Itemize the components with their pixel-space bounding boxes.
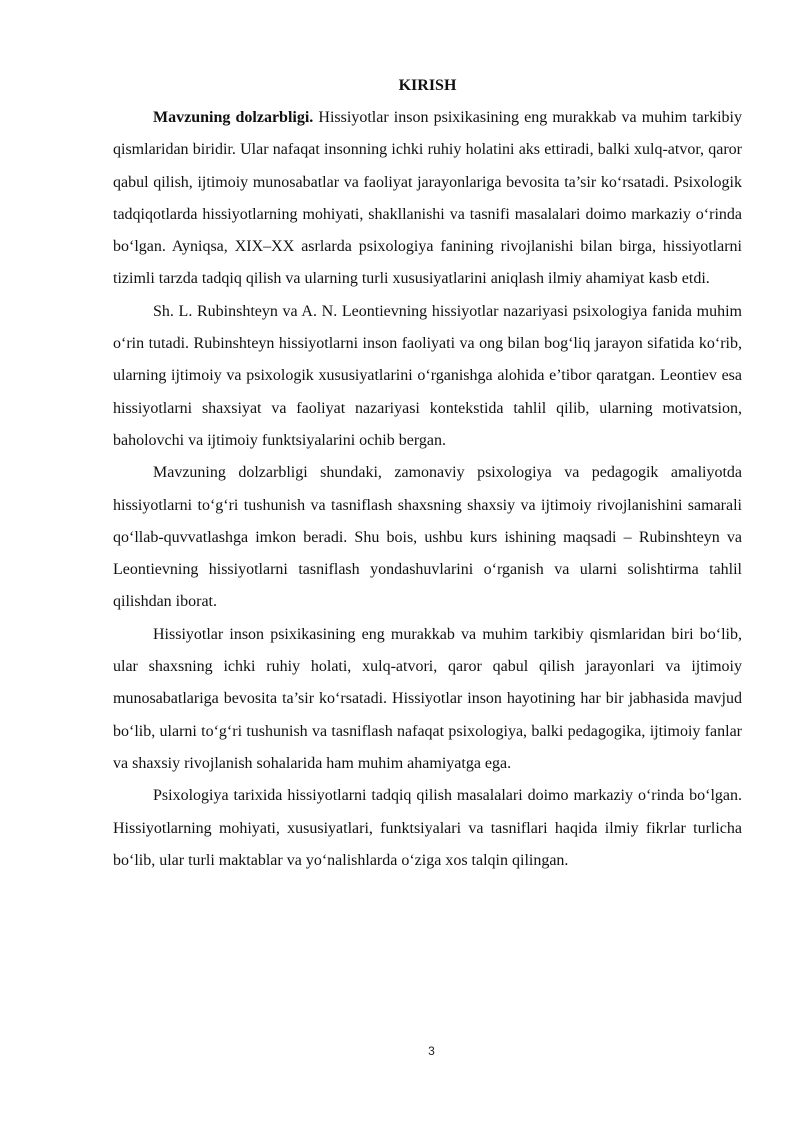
paragraph-history: [113, 780, 742, 877]
paragraph-importance: [113, 619, 742, 780]
paragraph-theories: [113, 296, 742, 457]
paragraph-lead: Mavzuning dolzarbligi.: [153, 109, 314, 126]
paragraph-purpose: [113, 457, 742, 618]
document-page: [113, 70, 742, 877]
paragraph-text: Mavzuning dolzarbligi shundaki, zamonaviy psixologiya va pedagogik amaliyotda hissiyotlarni to‘g‘ri tushunish va tasniflash shaxsning shaxsiy va ijtimoiy rivojlanishini samarali qo‘llab-quvvatlashga imkon beradi. Shu bois, ushbu kurs ishining maqsadi – Rubinshteyn va Leontievning hissiyotlarni tasniflash yondashuvlarini o‘rganish va ularni solishtirma tahlil qilishdan iborat.: [113, 464, 742, 611]
paragraph-relevance: [113, 102, 742, 296]
paragraph-text: Sh. L. Rubinshteyn va A. N. Leontievning hissiyotlar nazariyasi psixologiya fanida muhim o‘rin tutadi. Rubinshteyn hissiyotlarni inson faoliyati va ong bilan bog‘liq jarayon sifatida ko‘rib, ularning ijtimoiy va psixologik xususiyatlarini o‘rganishga alohida e’tibor qaratgan. Leontiev esa hissiyotlarni shaxsiyat va faoliyat nazariyasi kontekstida tahlil qilib, ularning motivatsion, baholovchi va ijtimoiy funktsiyalarini ochib bergan.: [113, 302, 742, 449]
page-title: KIRISH: [398, 77, 457, 94]
paragraph-text: Hissiyotlar inson psixikasining eng murakkab va muhim tarkibiy qismlaridan biridir. Ular nafaqat insonning ichki ruhiy holatini aks ettiradi, balki xulq-atvor, qaror qabul qilish, ijtimoiy munosabatlar va faoliyat jarayonlariga bevosita ta’sir ko‘rsatadi. Psixologik tadqiqotlarda hissiyotlarning mohiyati, shakllanishi va tasnifi masalalari doimo markaziy o‘rinda bo‘lgan. Ayniqsa, XIX–XX asrlarda psixologiya fanining rivojlanishi bilan birga, hissiyotlarni tizimli tarzda tadqiq qilish va ularning turli xususiyatlarini aniqlash ilmiy ahamiyat kasb etdi.: [113, 109, 742, 288]
page-number: 3: [428, 1044, 435, 1058]
paragraph-text: Hissiyotlar inson psixikasining eng murakkab va muhim tarkibiy qismlaridan biri bo‘lib, ular shaxsning ichki ruhiy holati, xulq-atvori, qaror qabul qilish jarayonlari va ijtimoiy munosabatlariga bevosita ta’sir ko‘rsatadi. Hissiyotlar inson hayotining har bir jabhasida mavjud bo‘lib, ularni to‘g‘ri tushunish va tasniflash nafaqat psixologiya, balki pedagogika, ijtimoiy fanlar va shaxsiy rivojlanish sohalarida ham muhim ahamiyatga ega.: [113, 625, 742, 772]
paragraph-text: Psixologiya tarixida hissiyotlarni tadqiq qilish masalalari doimo markaziy o‘rinda bo‘lgan. Hissiyotlarning mohiyati, xususiyatlari, funktsiyalari va tasniflari haqida ilmiy fikrlar turlicha bo‘lib, ular turli maktablar va yo‘nalishlarda o‘ziga xos talqin qilingan.: [113, 787, 742, 869]
